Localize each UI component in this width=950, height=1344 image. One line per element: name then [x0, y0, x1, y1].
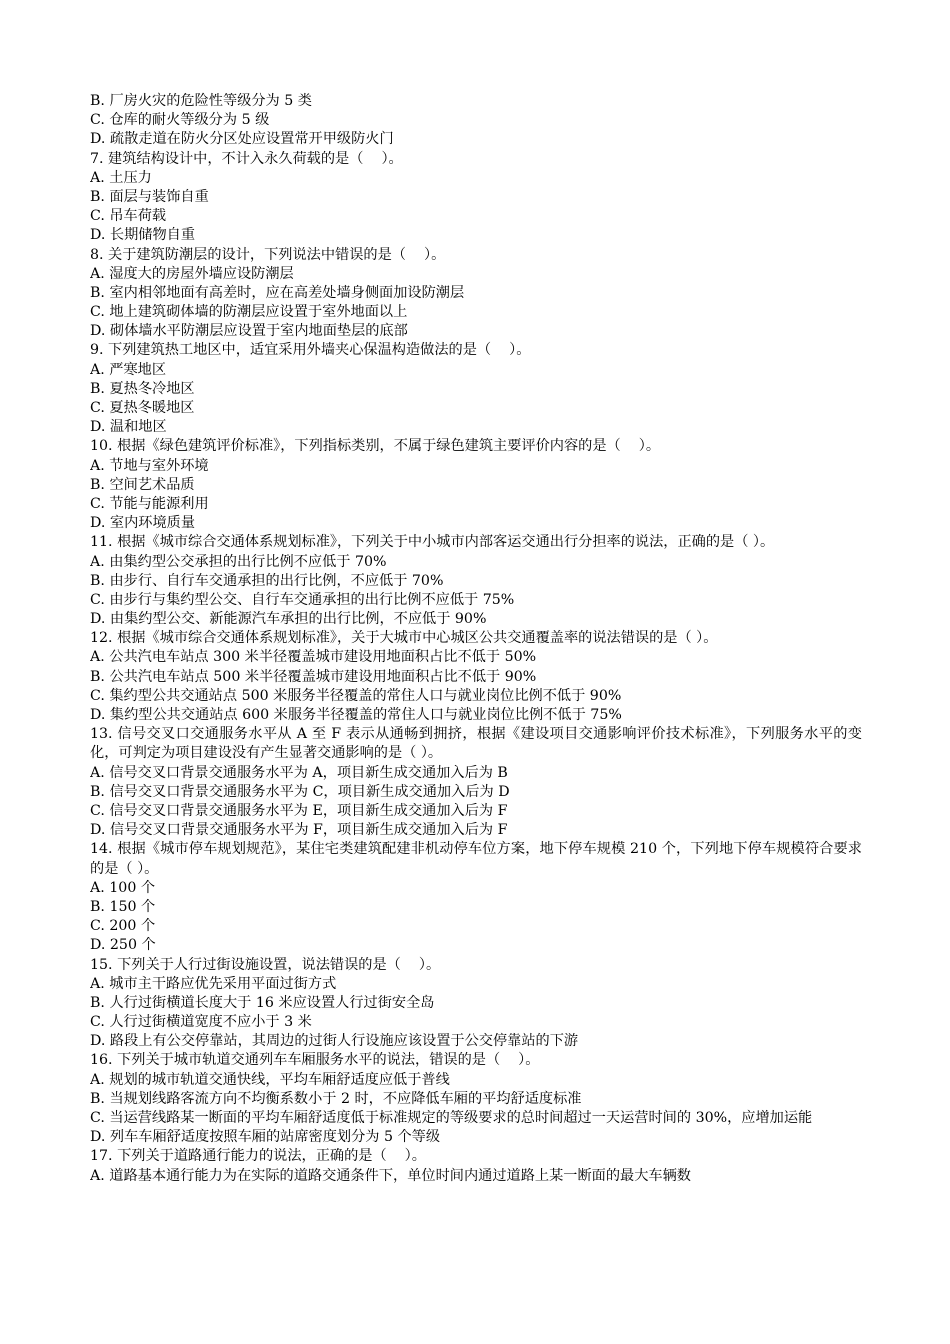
option-c-q8: C. 地上建筑砌体墙的防潮层应设置于室外地面以上 [90, 304, 408, 321]
option-a-q7: A. 土压力 [90, 169, 152, 186]
option-c-q14: C. 200 个 [90, 918, 156, 935]
option-b-q15: B. 人行过街横道长度大于 16 米应设置人行过街安全岛 [90, 994, 435, 1011]
option-d-q6: D. 疏散走道在防火分区处应设置常开甲级防火门 [90, 131, 394, 148]
option-a-q15: A. 城市主干路应优先采用平面过街方式 [90, 975, 337, 992]
option-b-q6: B. 厂房火灾的危险性等级分为 5 类 [90, 93, 312, 109]
question-14: 14. 根据《城市停车规划规范》，某住宅类建筑配建非机动停车位方案，地下停车规模 210 个，下列地下停车规模符合要求的是（ ）。 [90, 841, 862, 877]
option-c-q13: C. 信号交叉口背景交通服务水平为 E，项目新生成交通加入后为 F [90, 803, 508, 819]
option-c-q15: C. 人行过街横道宽度不应小于 3 米 [90, 1014, 312, 1031]
option-b-q7: B. 面层与装饰自重 [90, 188, 209, 205]
option-b-q13: B. 信号交叉口背景交通服务水平为 C，项目新生成交通加入后为 D [90, 783, 510, 800]
question-11: 11. 根据《城市综合交通体系规划标准》，下列关于中小城市内部客运交通出行分担率的说法，正确的是（ ）。 [90, 534, 775, 551]
option-c-q10: C. 节能与能源利用 [90, 495, 209, 512]
question-7: 7. 建筑结构设计中，不计入永久荷载的是（ ）。 [90, 150, 403, 167]
option-d-q16: D. 列车车厢舒适度按照车厢的站席密度划分为 5 个等级 [90, 1129, 441, 1146]
option-c-q7: C. 吊车荷载 [90, 208, 167, 225]
question-10: 10. 根据《绿色建筑评价标准》，下列指标类别，不属于绿色建筑主要评价内容的是（ ）。 [90, 438, 661, 455]
question-15: 15. 下列关于人行过街设施设置，说法错误的是（ ）。 [90, 956, 441, 973]
option-c-q9: C. 夏热冬暖地区 [90, 400, 195, 416]
option-d-q10: D. 室内环境质量 [90, 515, 196, 532]
option-d-q7: D. 长期储物自重 [90, 227, 196, 244]
option-d-q13: D. 信号交叉口背景交通服务水平为 F，项目新生成交通加入后为 F [90, 822, 508, 839]
option-a-q12: A. 公共汽电车站点 300 米半径覆盖城市建设用地面积占比不低于 50% [90, 649, 537, 666]
option-a-q8: A. 湿度大的房屋外墙应设防潮层 [90, 265, 294, 282]
option-c-q12: C. 集约型公共交通站点 500 米服务半径覆盖的常住人口与就业岗位比例不低于 90% [90, 687, 622, 704]
question-12: 12. 根据《城市综合交通体系规划标准》，关于大城市中心城区公共交通覆盖率的说法错误的是（ ）。 [90, 630, 718, 647]
option-c-q6: C. 仓库的耐火等级分为 5 级 [90, 112, 270, 129]
option-b-q10: B. 空间艺术品质 [90, 476, 195, 493]
question-16: 16. 下列关于城市轨道交通列车车厢服务水平的说法，错误的是（ ）。 [90, 1052, 540, 1069]
question-13: 13. 信号交叉口交通服务水平从 A 至 F 表示从通畅到拥挤，根据《建设项目交通影响评价技术标准》，下列服务水平的变化，可判定为项目建设没有产生显著交通影响的是（ ）。 [90, 726, 862, 762]
option-d-q9: D. 温和地区 [90, 419, 167, 436]
option-d-q14: D. 250 个 [90, 937, 156, 954]
option-b-q11: B. 由步行、自行车交通承担的出行比例，不应低于 70% [90, 572, 444, 589]
option-d-q11: D. 由集约型公交、新能源汽车承担的出行比例，不应低于 90% [90, 611, 487, 628]
option-d-q12: D. 集约型公共交通站点 600 米服务半径覆盖的常住人口与就业岗位比例不低于 75% [90, 707, 622, 724]
question-8: 8. 关于建筑防潮层的设计，下列说法中错误的是（ ）。 [90, 246, 446, 263]
option-b-q16: B. 当规划线路客流方向不均衡系数小于 2 时，不应降低车厢的平均舒适度标准 [90, 1090, 582, 1107]
question-9: 9. 下列建筑热工地区中，适宜采用外墙夹心保温构造做法的是（ ）。 [90, 342, 531, 359]
option-a-q17: A. 道路基本通行能力为在实际的道路交通条件下，单位时间内通过道路上某一断面的最大车辆数 [90, 1167, 691, 1184]
question-17: 17. 下列关于道路通行能力的说法，正确的是（ ）。 [90, 1148, 426, 1165]
option-b-q12: B. 公共汽电车站点 500 米半径覆盖城市建设用地面积占比不低于 90% [90, 668, 537, 685]
option-a-q14: A. 100 个 [90, 879, 156, 896]
option-d-q8: D. 砌体墙水平防潮层应设置于室内地面垫层的底部 [90, 323, 408, 340]
option-a-q10: A. 节地与室外环境 [90, 457, 209, 474]
option-c-q16: C. 当运营线路某一断面的平均车厢舒适度低于标准规定的等级要求的总时间超过一天运营时间的 30%，应增加运能 [90, 1110, 813, 1127]
option-a-q9: A. 严寒地区 [90, 361, 167, 378]
option-d-q15: D. 路段上有公交停靠站，其周边的过街人行设施应该设置于公交停靠站的下游 [90, 1033, 579, 1050]
option-c-q11: C. 由步行与集约型公交、自行车交通承担的出行比例不应低于 75% [90, 591, 515, 608]
option-b-q14: B. 150 个 [90, 898, 156, 915]
option-a-q13: A. 信号交叉口背景交通服务水平为 A，项目新生成交通加入后为 B [90, 764, 508, 781]
option-b-q8: B. 室内相邻地面有高差时，应在高差处墙身侧面加设防潮层 [90, 284, 465, 301]
option-a-q11: A. 由集约型公交承担的出行比例不应低于 70% [90, 553, 387, 570]
option-a-q16: A. 规划的城市轨道交通快线，平均车厢舒适度应低于普线 [90, 1071, 450, 1088]
option-b-q9: B. 夏热冬冷地区 [90, 380, 195, 397]
document-page [90, 92, 862, 1186]
